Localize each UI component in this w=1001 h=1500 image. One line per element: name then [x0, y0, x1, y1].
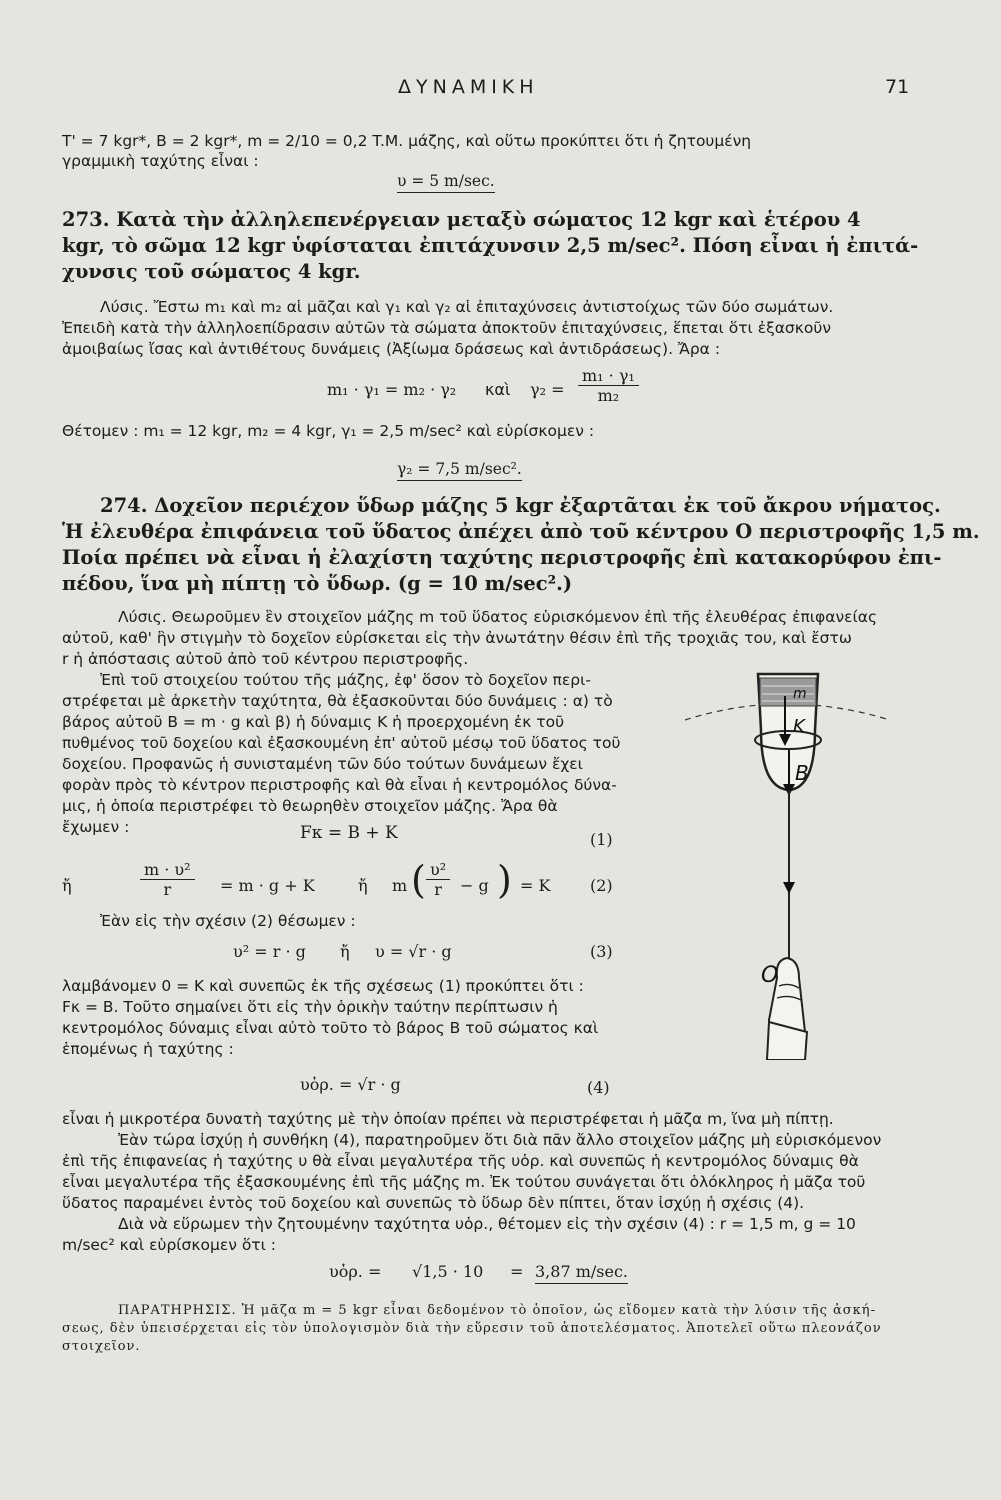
label-o: O: [761, 963, 779, 988]
equation-273-and: καὶ: [485, 380, 511, 399]
final-result: 3,87 m/sec.: [535, 1262, 628, 1284]
solution-274-line-23: m/sec² καὶ εὑρίσκομεν ὅτι :: [62, 1236, 277, 1254]
equation-3-a: υ² = r · g: [233, 942, 306, 961]
remark-line-1: ΠΑΡΑΤΗΡΗΣΙΣ. Ἡ μᾶζα m = 5 kgr εἶναι δεδομένον τὸ ὁποῖον, ὡς εἴδομεν κατὰ τὴν λύσιν τῆς ἀσκή-: [118, 1303, 876, 1318]
equation-1-number: (1): [590, 830, 613, 849]
problem-274-title-1: 274. Δοχεῖον περιέχον ὕδωρ μάζης 5 kgr ἐξαρτᾶται ἐκ τοῦ ἄκρου νήματος.: [100, 494, 941, 517]
solution-274-line-15: κεντρομόλος δύναμις εἶναι αὐτὸ τοῦτο τὸ βάρος B τοῦ σώματος καὶ: [62, 1019, 599, 1037]
final-root: √1,5 · 10: [412, 1262, 484, 1281]
equation-3-number: (3): [590, 942, 613, 961]
fraction-numerator: m₁ · γ₁: [578, 366, 639, 386]
label-m: m: [793, 686, 807, 702]
label-k: K: [793, 716, 805, 737]
solution-274-line-6: βάρος αὐτοῦ B = m · g καὶ β) ἡ δύναμις K ἡ προερχομένη ἐκ τοῦ: [62, 713, 565, 731]
equation-1: Fκ = B + K: [300, 823, 398, 843]
fraction-numerator: m · υ²: [140, 860, 195, 880]
problem-273-title-2: kgr, τὸ σῶμα 12 kgr ὑφίσταται ἐπιτάχυνσιν 2,5 m/sec². Πόση εἶναι ἡ ἐπιτά-: [62, 234, 919, 257]
solution-274-line-18: Ἐὰν τώρα ἰσχύῃ ἡ συνθήκη (4), παρατηροῦμεν ὅτι διὰ πᾶν ἄλλο στοιχεῖον μάζης μὴ εὑρισκόμενον: [118, 1131, 882, 1149]
remark-line-3: στοιχεῖον.: [62, 1339, 141, 1354]
remark-line-2: σεως, δὲν ὑπεισέρχεται εἰς τὸν ὑπολογισμὸν διὰ τὴν εὕρεσιν τοῦ ἀποτελέσματος. Ἀποτελεῖ οὕτω πλεονάζον: [62, 1321, 882, 1336]
solution-273-line-2: Ἐπειδὴ κατὰ τὴν ἀλληλοεπίδρασιν αὐτῶν τὰ σώματα ἀποκτοῦν ἐπιταχύνσεις, ἕπεται ὅτι ἐξασκοῦν: [62, 319, 832, 337]
intro-result: υ = 5 m/sec.: [397, 172, 495, 193]
intro-line-1: T' = 7 kgr*, B = 2 kgr*, m = 2/10 = 0,2 T.M. μάζης, καὶ οὕτω προκύπτει ὅτι ἡ ζητουμένη: [62, 132, 752, 150]
given-273: Θέτομεν : m₁ = 12 kgr, m₂ = 4 kgr, γ₁ = 2,5 m/sec² καὶ εὑρίσκομεν :: [62, 422, 595, 440]
solution-273-line-3: ἀμοιβαίως ἴσας καὶ ἀντιθέτους δυνάμεις (Ἀξίωμα δράσεως καὶ ἀντιδράσεως). Ἄρα :: [62, 340, 721, 358]
problem-274-title-2: Ἡ ἐλευθέρα ἐπιφάνεια τοῦ ὕδατος ἀπέχει ἀπὸ τοῦ κέντρου Ο περιστροφῆς 1,5 m.: [62, 520, 980, 543]
solution-274-line-13: λαμβάνομεν 0 = K καὶ συνεπῶς ἐκ τῆς σχέσεως (1) προκύπτει ὅτι :: [62, 977, 584, 995]
water-surface: [760, 678, 816, 706]
result-273: γ₂ = 7,5 m/sec².: [397, 460, 522, 481]
solution-274-line-10: μις, ἡ ὁποία περιστρέφει τὸ θεωρηθὲν στοιχεῖον μάζης. Ἄρα θὰ: [62, 797, 558, 815]
final-lhs: υὁρ. =: [329, 1262, 382, 1281]
string-arrow: [783, 882, 795, 894]
solution-274-line-20: εἶναι μεγαλυτέρα τῆς ἐξασκουμένης ἐπὶ τῆς μάζης m. Ἐκ τούτου συνάγεται ὅτι ὁλόκληρος ἡ μᾶζα τοῦ: [62, 1173, 866, 1191]
paren-open: (: [411, 858, 426, 902]
equation-2-inner-fraction: [426, 860, 450, 899]
solution-274-line-7: πυθμένος τοῦ δοχείου καὶ ἐξασκουμένη ἐπ' αὐτοῦ μέσῳ τοῦ ὕδατος τοῦ: [62, 734, 621, 752]
paren-close: ): [497, 858, 512, 902]
solution-274-line-8: δοχείου. Προφανῶς ἡ συνισταμένη τῶν δύο τούτων δυνάμεων ἔχει: [62, 755, 583, 773]
fraction-denominator: m₂: [597, 386, 620, 405]
fraction-denominator: r: [163, 880, 172, 899]
solution-274-line-1: Λύσις. Θεωροῦμεν ἓν στοιχεῖον μάζης m τοῦ ὕδατος εὑρισκόμενον ἐπὶ τῆς ἐλευθέρας ἐπιφανείας: [118, 608, 878, 626]
final-equals: =: [510, 1262, 524, 1281]
equation-2-middle: = m · g + K: [220, 876, 315, 895]
equation-2-rhs: = K: [520, 876, 551, 895]
equation-2-minus-g: − g: [460, 876, 489, 895]
label-b: B: [795, 761, 809, 785]
running-header: ΔΥΝΑΜΙΚΗ: [398, 76, 539, 98]
page-number: 71: [885, 76, 910, 98]
solution-274-line-19: ἐπὶ τῆς ἐπιφανείας ἡ ταχύτης υ θὰ εἶναι μεγαλυτέρα τῆς υὁρ. καὶ συνεπῶς ἡ κεντρομόλος δύναμις θὰ: [62, 1152, 859, 1170]
solution-274-line-17: εἶναι ἡ μικροτέρα δυνατὴ ταχύτης μὲ τὴν ὁποίαν πρέπει νὰ περιστρέφεται ἡ μᾶζα m, ἵνα μὴ πίπτῃ.: [62, 1110, 834, 1128]
solution-274-line-12: Ἐὰν εἰς τὴν σχέσιν (2) θέσωμεν :: [100, 912, 356, 930]
solution-273-line-1: Λύσις. Ἔστω m₁ καὶ m₂ αἱ μᾶζαι καὶ γ₁ καὶ γ₂ αἱ ἐπιταχύνσεις ἀντιστοίχως τῶν δύο σωμάτων.: [100, 298, 834, 316]
equation-2-or: ἤ: [62, 876, 72, 895]
equation-4: υὁρ. = √r · g: [300, 1075, 401, 1094]
equation-3-b: υ = √r · g: [375, 942, 452, 961]
solution-274-line-21: ὕδατος παραμένει ἐντὸς τοῦ δοχείου καὶ συνεπῶς τὸ ὕδωρ δὲν πίπτει, ὅταν ἰσχύῃ ἡ σχέσις (4).: [62, 1194, 805, 1212]
problem-274-title-3: Ποία πρέπει νὰ εἶναι ἡ ἐλαχίστη ταχύτης περιστροφῆς ἐπὶ κατακορύφου ἐπι-: [62, 546, 942, 569]
equation-2-fraction: [140, 860, 195, 899]
equation-273-momentum: m₁ · γ₁ = m₂ · γ₂: [327, 380, 457, 399]
problem-273-title-1: 273. Κατὰ τὴν ἀλληλεπενέργειαν μεταξὺ σώματος 12 kgr καὶ ἑτέρου 4: [62, 208, 861, 231]
fraction-numerator: υ²: [426, 860, 450, 880]
equation-273-fraction: [578, 366, 639, 405]
equation-2-mass: m: [392, 876, 408, 895]
solution-274-line-22: Διὰ νὰ εὕρωμεν τὴν ζητουμένην ταχύτητα υὁρ., θέτομεν εἰς τὴν σχέσιν (4) : r = 1,5 m, g = 10: [118, 1215, 856, 1233]
equation-3-or: ἤ: [340, 942, 350, 961]
solution-274-line-2: αὐτοῦ, καθ' ἣν στιγμὴν τὸ δοχεῖον εὑρίσκεται εἰς τὴν ἀνωτάτην θέσιν ἐπὶ τῆς τροχιᾶς του, καὶ ἔστω: [62, 629, 852, 647]
solution-274-line-9: φορὰν πρὸς τὸ κέντρον περιστροφῆς καὶ θὰ εἶναι ἡ κεντρομόλος δύνα-: [62, 776, 617, 794]
equation-4-number: (4): [587, 1078, 610, 1097]
problem-273-title-3: χυνσις τοῦ σώματος 4 kgr.: [62, 260, 361, 283]
solution-274-line-16: ἑπομένως ἡ ταχύτης :: [62, 1040, 234, 1058]
equation-273-lhs: γ₂ =: [530, 380, 565, 399]
equation-2-number: (2): [590, 876, 613, 895]
solution-274-line-11: ἔχωμεν :: [62, 818, 130, 836]
solution-274-line-3: r ἡ ἀπόστασις αὐτοῦ ἀπὸ τοῦ κέντρου περιστροφῆς.: [62, 650, 469, 668]
equation-2-or-2: ἤ: [358, 876, 368, 895]
solution-274-line-4: Ἐπὶ τοῦ στοιχείου τούτου τῆς μάζης, ἐφ' ὅσον τὸ δοχεῖον περι-: [100, 671, 591, 689]
rotating-bucket-figure: [665, 660, 910, 1060]
fraction-denominator: r: [434, 880, 442, 899]
solution-274-line-14: Fκ = B. Τοῦτο σημαίνει ὅτι εἰς τὴν ὁρικὴν ταύτην περίπτωσιν ἡ: [62, 998, 558, 1016]
problem-274-title-4: πέδου, ἵνα μὴ πίπτῃ τὸ ὕδωρ. (g = 10 m/sec².): [62, 572, 573, 595]
intro-line-2: γραμμικὴ ταχύτης εἶναι :: [62, 152, 259, 170]
solution-274-line-5: στρέφεται μὲ ἀρκετὴν ταχύτητα, θὰ ἐξασκοῦνται δύο δυνάμεις : α) τὸ: [62, 692, 613, 710]
